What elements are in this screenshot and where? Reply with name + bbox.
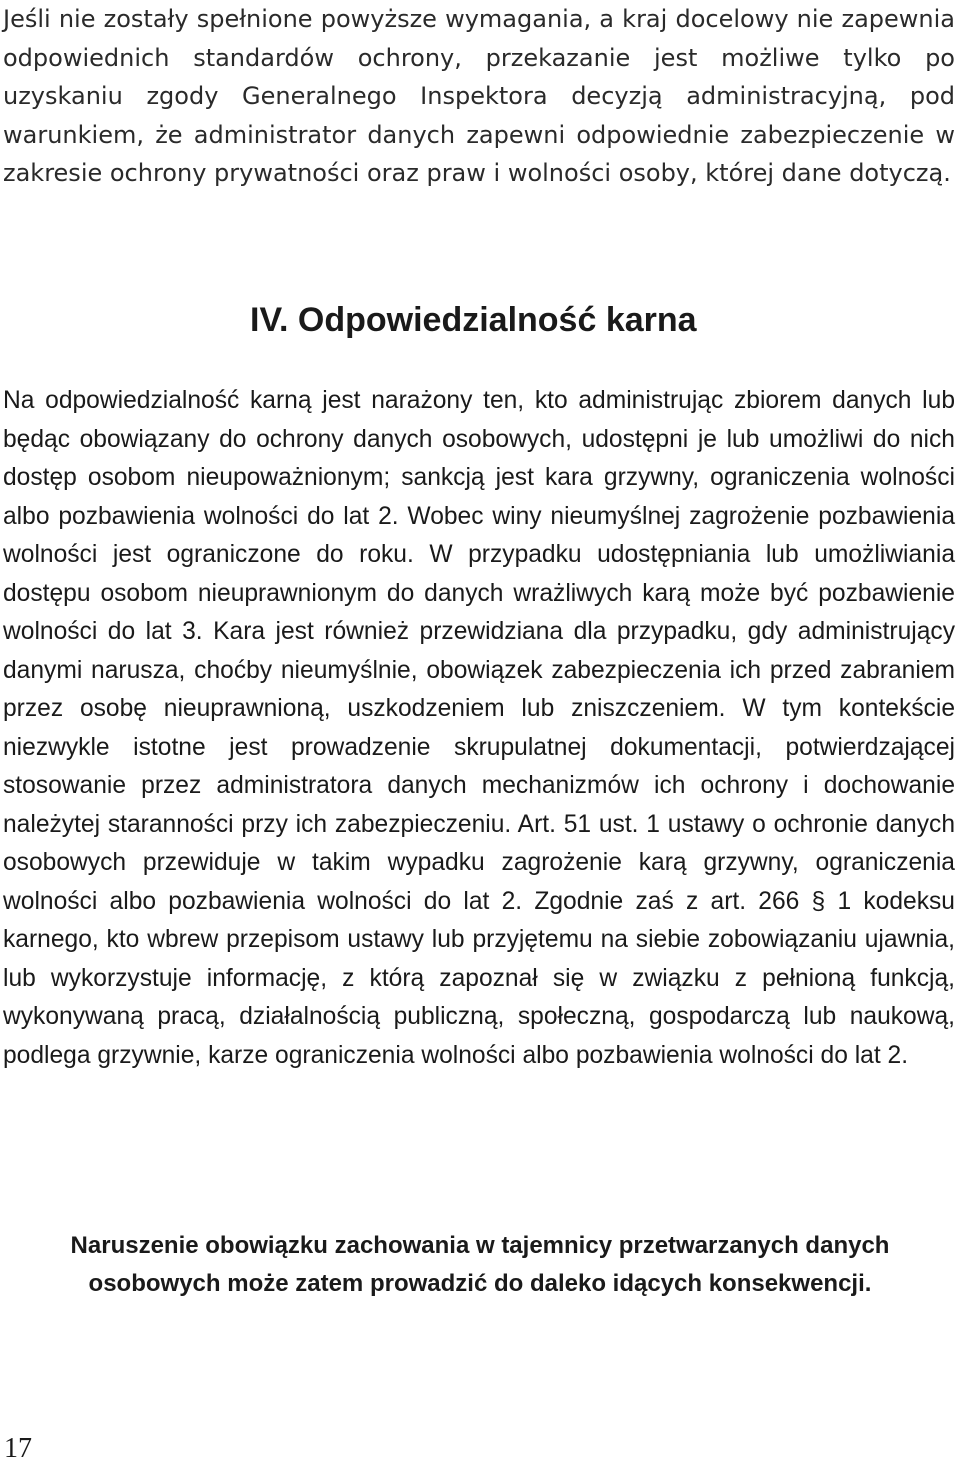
- conclusion-line-2: osobowych może zatem prowadzić do daleko idących konsekwencji.: [88, 1270, 872, 1297]
- section-body-paragraph: Na odpowiedzialność karną jest narażony ten, kto administrując zbiorem danych lub będąc obowiązany do ochrony danych osobowych, udostępni je lub umożliwi do nich dostęp osobom nieupoważnionym; sankcją jest kara grzywny, ograniczenia wolności albo pozbawienia wolności do lat 2. Wobec winy nieumyślnej zagrożenie pozbawienia wolności jest ograniczone do roku. W przypadku udostępniania lub umożliwiania dostępu osobom nieuprawnionym do danych wrażliwych karą może być pozbawienie wolności do lat 3. Kara jest również przewidziana dla przypadku, gdy administrujący danymi narusza, choćby nieumyślnie, obowiązek zabezpieczenia ich przed zabraniem przez osobę nieuprawnioną, uszkodzeniem lub zniszczeniem. W tym kontekście niezwykle istotne jest prowadzenie skrupulatnej dokumentacji, potwierdzającej stosowanie przez administratora danych mechanizmów ich ochrony i dochowanie należytej staranności przy ich zabezpieczeniu. Art. 51 ust. 1 ustawy o ochronie danych osobowych przewiduje w takim wypadku zagrożenie karą grzywny, ograniczenia wolności albo pozbawienia wolności do lat 2. Zgodnie zaś z art. 266 § 1 kodeksu karnego, kto wbrew przepisom ustawy lub przyjętemu na siebie zobowiązaniu ujawnia, lub wykorzystuje informację, z którą zapoznał się w związku z pełnioną funkcją, wykonywaną pracą, działalnością publiczną, społeczną, gospodarczą lub naukową, podlega grzywnie, karze ograniczenia wolności albo pozbawienia wolności do lat 2.: [3, 387, 955, 1069]
- section-heading: IV. Odpowiedzialność karna: [250, 301, 697, 339]
- intro-paragraph: Jeśli nie zostały spełnione powyższe wymagania, a kraj docelowy nie zapewnia odpowiednich standardów ochrony, przekazanie jest możliwe tylko po uzyskaniu zgody Generalnego Inspektora decyzją administracyjną, pod warunkiem, że administrator danych zapewni odpowiednie zabezpieczenie w zakresie ochrony prywatności oraz praw i wolności osoby, której dane dotyczą.: [3, 5, 955, 187]
- conclusion-statement: [0, 1227, 960, 1303]
- conclusion-line-1: Naruszenie obowiązku zachowania w tajemnicy przetwarzanych danych: [70, 1232, 890, 1259]
- page-number: 17: [4, 1433, 32, 1464]
